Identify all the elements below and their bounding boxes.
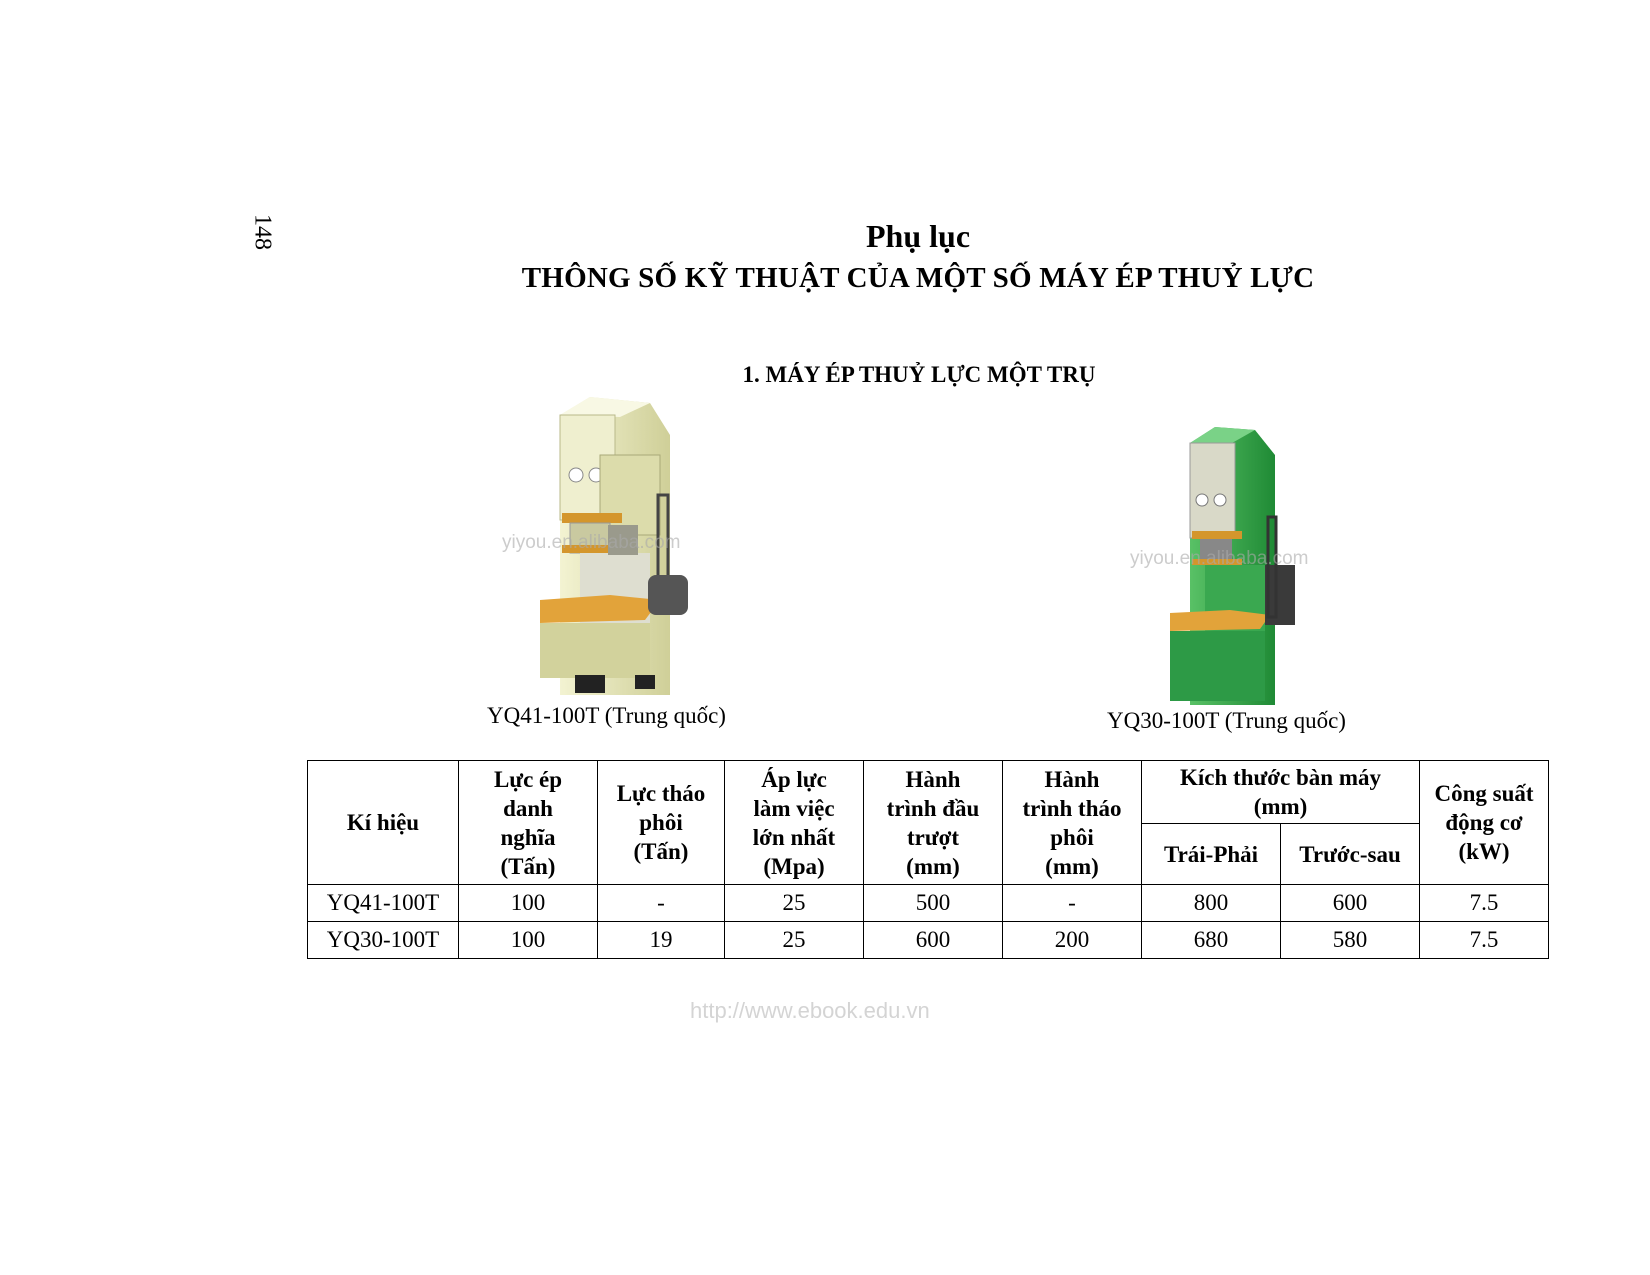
image-watermark-2: yiyou.en.alibaba.com [1130, 548, 1309, 569]
header-front-back: Trước-sau [1281, 824, 1420, 885]
section-heading: 1. MÁY ÉP THUỶ LỰC MỘT TRỤ [742, 362, 1096, 387]
cell-max-pressure: 25 [725, 885, 864, 922]
header-symbol: Kí hiệu [308, 761, 459, 885]
image-watermark-1: yiyou.en.alibaba.com [502, 532, 681, 553]
cell-motor-power: 7.5 [1420, 922, 1549, 959]
cell-symbol: YQ30-100T [308, 922, 459, 959]
cell-front-back: 600 [1281, 885, 1420, 922]
cell-front-back: 580 [1281, 922, 1420, 959]
cell-ejection-force: 19 [598, 922, 725, 959]
header-slide-stroke: Hành trình đầu trượt (mm) [864, 761, 1003, 885]
header-ejection-force: Lực tháo phôi (Tấn) [598, 761, 725, 885]
cell-left-right: 800 [1142, 885, 1281, 922]
header-nominal-force: Lực ép danh nghĩa (Tấn) [459, 761, 598, 885]
header-max-pressure: Áp lực làm việc lớn nhất (Mpa) [725, 761, 864, 885]
cell-max-pressure: 25 [725, 922, 864, 959]
header-left-right: Trái-Phải [1142, 824, 1281, 885]
page-title: Phụ lục [865, 218, 971, 254]
cell-ejection-force: - [598, 885, 725, 922]
header-table-size: Kích thước bàn máy (mm) [1142, 761, 1420, 824]
cell-ejector-stroke: 200 [1003, 922, 1142, 959]
cell-nominal-force: 100 [459, 922, 598, 959]
cell-motor-power: 7.5 [1420, 885, 1549, 922]
table-header-row [308, 761, 1549, 824]
footer-watermark-link[interactable]: http://www.ebook.edu.vn [690, 998, 930, 1023]
cell-slide-stroke: 500 [864, 885, 1003, 922]
machine-caption-1: YQ41-100T (Trung quốc) [487, 703, 726, 728]
specs-table [307, 760, 1549, 959]
page-number: 148 [249, 214, 276, 250]
cell-left-right: 680 [1142, 922, 1281, 959]
cell-slide-stroke: 600 [864, 922, 1003, 959]
header-ejector-stroke: Hành trình tháo phôi (mm) [1003, 761, 1142, 885]
table-row [308, 922, 1549, 959]
machine-caption-2: YQ30-100T (Trung quốc) [1107, 708, 1346, 733]
page-subtitle: THÔNG SỐ KỸ THUẬT CỦA MỘT SỐ MÁY ÉP THUỶ LỰC [521, 262, 1315, 294]
cell-nominal-force: 100 [459, 885, 598, 922]
cell-ejector-stroke: - [1003, 885, 1142, 922]
table-row [308, 885, 1549, 922]
cell-symbol: YQ41-100T [308, 885, 459, 922]
header-motor-power: Công suất động cơ (kW) [1420, 761, 1549, 885]
